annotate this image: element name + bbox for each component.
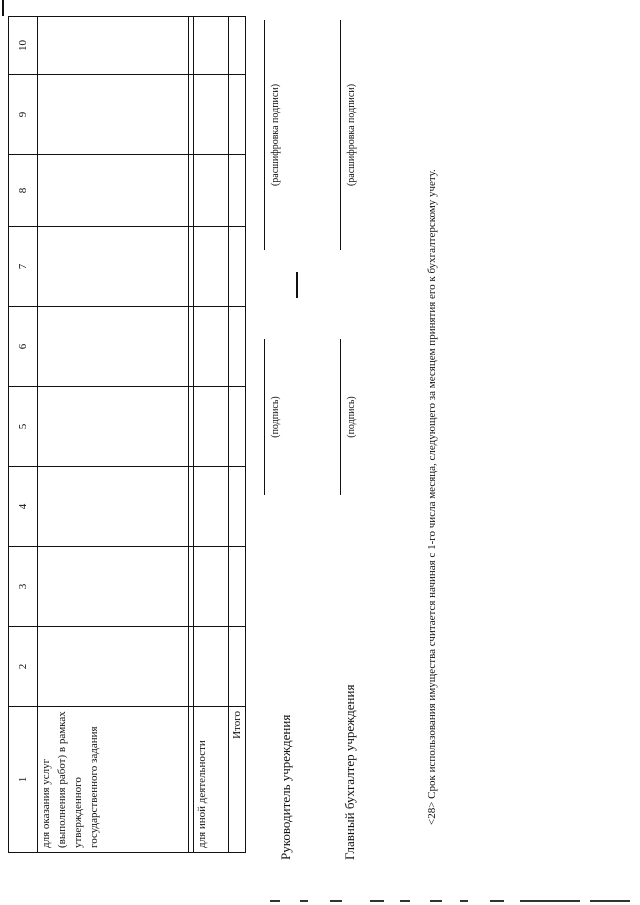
table-cell [194,75,229,155]
table-row [229,17,246,853]
column-header: 2 [9,627,38,707]
head-sign-line [264,339,265,495]
column-header: 10 [9,17,38,75]
accountant-decode-line [340,20,341,250]
table-cell [194,387,229,467]
column-header: 6 [9,307,38,387]
column-header: 4 [9,467,38,547]
table-cell [38,627,189,707]
column-header: 9 [9,75,38,155]
table-cell [38,307,189,387]
table-cell [229,17,246,75]
table-cell [194,155,229,227]
table-cell [38,227,189,307]
column-header: 8 [9,155,38,227]
table-cell [194,467,229,547]
table-header-row [9,17,38,853]
head-title: Руководитель учреждения [278,714,293,860]
table-cell [38,17,189,75]
column-header: 7 [9,227,38,307]
table-cell [229,467,246,547]
accountant-title: Главный бухгалтер учреждения [342,684,357,860]
table-cell [229,307,246,387]
table-cell [229,387,246,467]
head-decode-caption: (расшифровка подписи) [270,83,281,187]
table-cell [194,547,229,627]
property-table [8,16,246,853]
table-cell [38,467,189,547]
table-row [194,17,229,853]
table-cell [38,75,189,155]
table-cell [38,547,189,627]
accountant-decode-caption: (расшифровка подписи) [346,83,357,187]
table-cell [38,155,189,227]
table-cell [229,627,246,707]
table-cell [194,627,229,707]
row-label-services: для оказания услуг (выполнения работ) в рамках утвержденного государственного задания [38,707,189,853]
column-header: 5 [9,387,38,467]
head-sign-caption: (подпись) [270,396,281,438]
column-header: 3 [9,547,38,627]
table-row [38,17,189,853]
accountant-sign-caption: (подпись) [346,396,357,438]
head-decode-line [264,20,265,250]
column-header: 1 [9,707,38,853]
row-label-other: для иной деятельности [194,707,229,853]
table-cell [229,547,246,627]
table-cell [194,307,229,387]
table-cell [229,75,246,155]
row-label-total: Итого [229,707,246,853]
table-cell [229,155,246,227]
table-cell [194,227,229,307]
table-cell [229,227,246,307]
table-cell [38,387,189,467]
accountant-sign-line [340,339,341,495]
footnote-text: <28> Срок использования имущества считается начиная с 1-го числа месяца, следующего за месяцем принятия его к бухгалтерскому учету. [426,169,438,825]
table-cell [194,17,229,75]
